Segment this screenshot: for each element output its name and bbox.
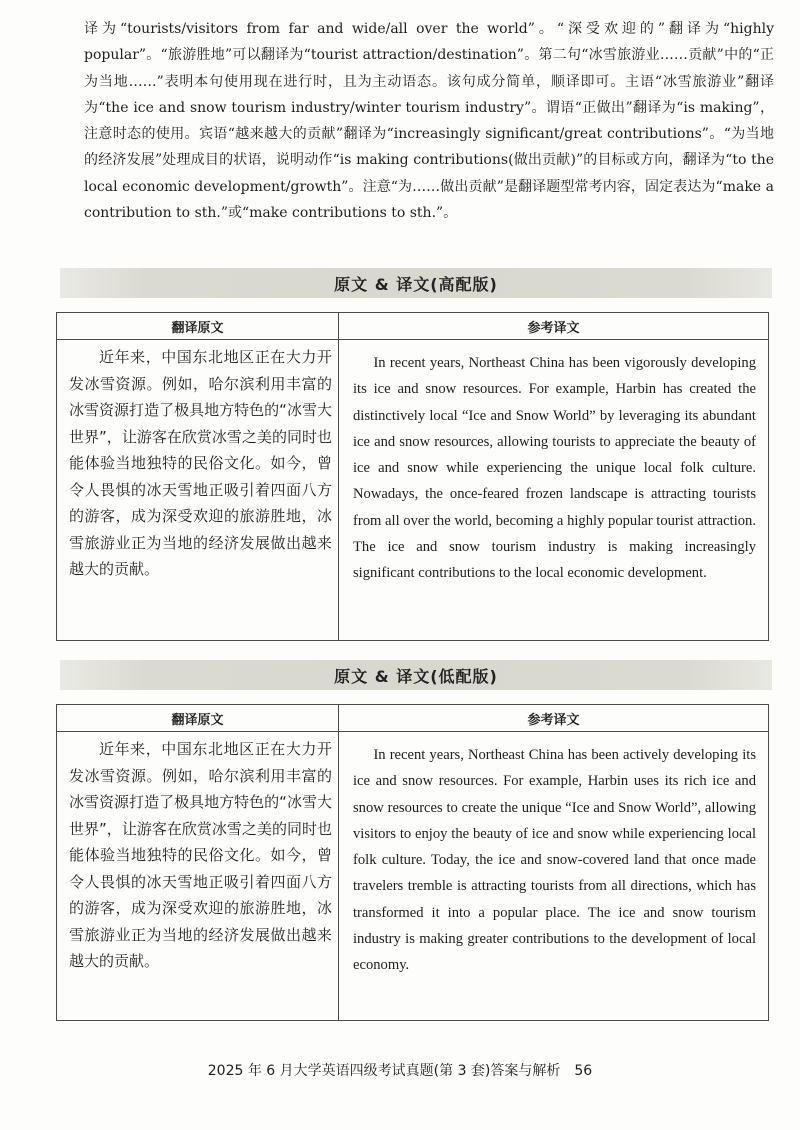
column-header-source: 翻译原文 xyxy=(57,705,339,732)
translation-table-low xyxy=(56,704,769,1021)
column-header-reference: 参考译文 xyxy=(339,313,769,340)
reference-translation-cell: In recent years, Northeast China has been actively developing its ice and snow resources. For example, Harbin uses its rich ice and snow resources to create the unique “Ice and Snow World”, allowing visitors to enjoy the beauty of ice and snow while experiencing local folk culture. Today, the ice and snow-covered land that once made travelers tremble is attracting tourists from all directions, which has transformed it into a popular place. The ice and snow tourism industry is making greater contributions to the development of local economy. xyxy=(339,732,769,1021)
section-banner-low xyxy=(60,660,772,690)
footer-title: 2025 年 6 月大学英语四级考试真题(第 3 套)答案与解析 xyxy=(207,1063,561,1079)
column-header-source: 翻译原文 xyxy=(57,313,339,340)
source-text-cell: 近年来，中国东北地区正在大力开发冰雪资源。例如，哈尔滨利用丰富的冰雪资源打造了极具地方特色的“冰雪大世界”，让游客在欣赏冰雪之美的同时也能体验当地独特的民俗文化。如今，曾令人畏惧的冰天雪地正吸引着四面八方的游客，成为深受欢迎的旅游胜地，冰雪旅游业正为当地的经济发展做出越来越大的贡献。 xyxy=(57,340,339,641)
section-banner-high xyxy=(60,268,772,298)
translation-table-high xyxy=(56,312,769,641)
section-title-low: 原文 & 译文(低配版) xyxy=(334,666,498,686)
reference-translation-cell: In recent years, Northeast China has been vigorously developing its ice and snow resources. For example, Harbin has created the distinctively local “Ice and Snow World” by leveraging its abundant ice and snow resources, allowing tourists to appreciate the beauty of ice and snow while experiencing the unique local folk culture. Nowadays, the once-feared frozen landscape is attracting tourists from all over the world, becoming a highly popular tourist attraction. The ice and snow tourism industry is making increasingly significant contributions to the local economic development. xyxy=(339,340,769,641)
section-title-high: 原文 & 译文(高配版) xyxy=(334,274,498,294)
analysis-paragraph: 译为“tourists/visitors from far and wide/all over the world”。“深受欢迎的”翻译为“highly popular”。“旅游胜地”可以翻译为“tourist attraction/destination”。第二句“冰雪旅游业……贡献”中的“正为当地……”表明本句使用现在进行时，且为主动语态。该句成分简单，顺译即可。主语“冰雪旅游业”翻译为“the ice and snow tourism industry/winter tourism industry”。谓语“正做出”翻译为“is making”，注意时态的使用。宾语“越来越大的贡献”翻译为“increasingly significant/great contributions”。“为当地的经济发展”处理成目的状语，说明动作“is making contributions(做出贡献)”的目标或方向，翻译为“to the local economic development/growth”。注意“为……做出贡献”是翻译题型常考内容，固定表达为“make a contribution to sth.”或“make contributions to sth.”。 xyxy=(84,21,774,222)
page-footer xyxy=(0,1060,800,1080)
page-number: 56 xyxy=(574,1063,593,1079)
source-text-cell: 近年来，中国东北地区正在大力开发冰雪资源。例如，哈尔滨利用丰富的冰雪资源打造了极具地方特色的“冰雪大世界”，让游客在欣赏冰雪之美的同时也能体验当地独特的民俗文化。如今，曾令人畏惧的冰天雪地正吸引着四面八方的游客，成为深受欢迎的旅游胜地，冰雪旅游业正为当地的经济发展做出越来越大的贡献。 xyxy=(57,732,339,1021)
column-header-reference: 参考译文 xyxy=(339,705,769,732)
